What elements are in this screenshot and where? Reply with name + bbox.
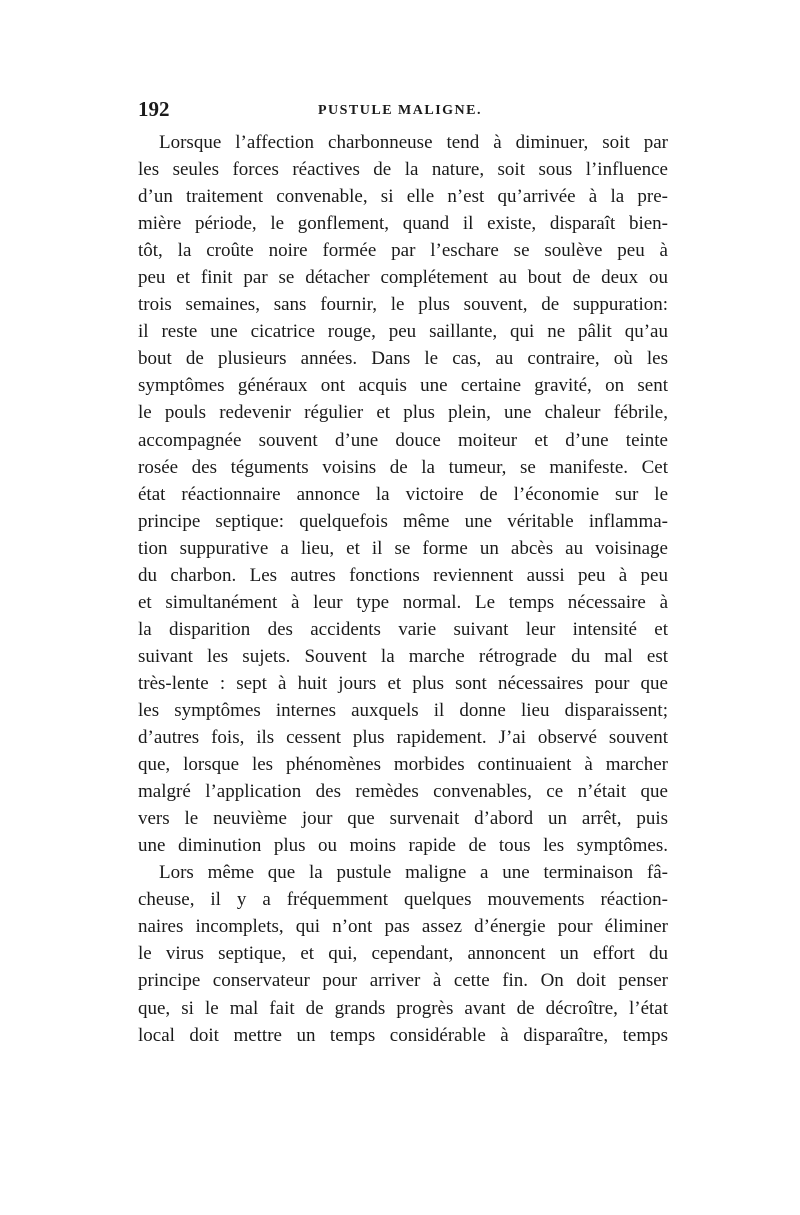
text-line: Lorsque l’affection charbonneuse tend à diminuer, soit par [159,132,668,153]
text-line: symptômes généraux ont acquis une certaine gravité, on sent [138,375,668,397]
text-line: les seules forces réactives de la nature, soit sous l’influence [138,159,668,181]
text-line: vers le neuvième jour que survenait d’abord un arrêt, puis [138,808,668,830]
text-line: bout de plusieurs années. Dans le cas, au contraire, où les [138,348,668,370]
text-line: le pouls redevenir régulier et plus plein, une chaleur fébrile, [138,402,668,424]
text-line: suivant les sujets. Souvent la marche rétrograde du mal est [138,645,668,667]
text-line: état réactionnaire annonce la victoire de l’économie sur le [138,483,668,505]
text-line: tion suppurative a lieu, et il se forme un abcès au voisinage [138,537,668,559]
text-line: que, si le mal fait de grands progrès avant de décroître, l’état [138,997,668,1019]
body-text [138,129,668,1049]
paragraph-2 [138,859,668,1048]
text-line: peu et finit par se détacher complétement au bout de deux ou [138,267,668,289]
text-line: trois semaines, sans fournir, le plus souvent, de suppuration: [138,294,668,316]
text-line: il reste une cicatrice rouge, peu saillante, qui ne pâlit qu’au [138,321,668,343]
text-line: les symptômes internes auxquels il donne lieu disparaissent; [138,699,668,721]
text-line: une diminution plus ou moins rapide de tous les symptômes. [138,835,668,857]
text-line: naires incomplets, qui n’ont pas assez d’énergie pour éliminer [138,916,668,938]
running-head: PUSTULE MALIGNE. [317,103,483,118]
text-line: cheuse, il y a fréquemment quelques mouvements réaction- [138,889,668,911]
text-line: local doit mettre un temps considérable à disparaître, temps [138,1024,668,1046]
text-line: tôt, la croûte noire formée par l’eschare se soulève peu à [138,240,668,262]
text-line: d’un traitement convenable, si elle n’est qu’arrivée à la pre- [138,186,668,208]
text-line: Lors même que la pustule maligne a une terminaison fâ- [159,862,668,884]
text-line: et simultanément à leur type normal. Le temps nécessaire à [138,591,668,613]
text-line: d’autres fois, ils cessent plus rapidement. J’ai observé souvent [138,727,668,749]
text-line: rosée des téguments voisins de la tumeur, se manifeste. Cet [138,456,668,478]
page-number: 192 [138,97,170,121]
text-line: accompagnée souvent d’une douce moiteur et d’une teinte [138,429,668,451]
text-line: du charbon. Les autres fonctions reviennent aussi peu à peu [138,564,668,586]
paragraph-1 [138,129,668,859]
text-line: que, lorsque les phénomènes morbides continuaient à marcher [138,754,668,776]
text-line: très-lente : sept à huit jours et plus sont nécessaires pour que [138,672,668,694]
text-line: la disparition des accidents varie suivant leur intensité et [138,618,668,640]
text-line: mière période, le gonflement, quand il existe, disparaît bien- [138,213,668,235]
text-line: malgré l’application des remèdes convenables, ce n’était que [138,781,668,803]
text-line: principe septique: quelquefois même une véritable inflamma- [138,510,668,532]
text-line: le virus septique, et qui, cependant, annoncent un effort du [138,943,668,965]
text-line: principe conservateur pour arriver à cette fin. On doit penser [138,970,668,992]
